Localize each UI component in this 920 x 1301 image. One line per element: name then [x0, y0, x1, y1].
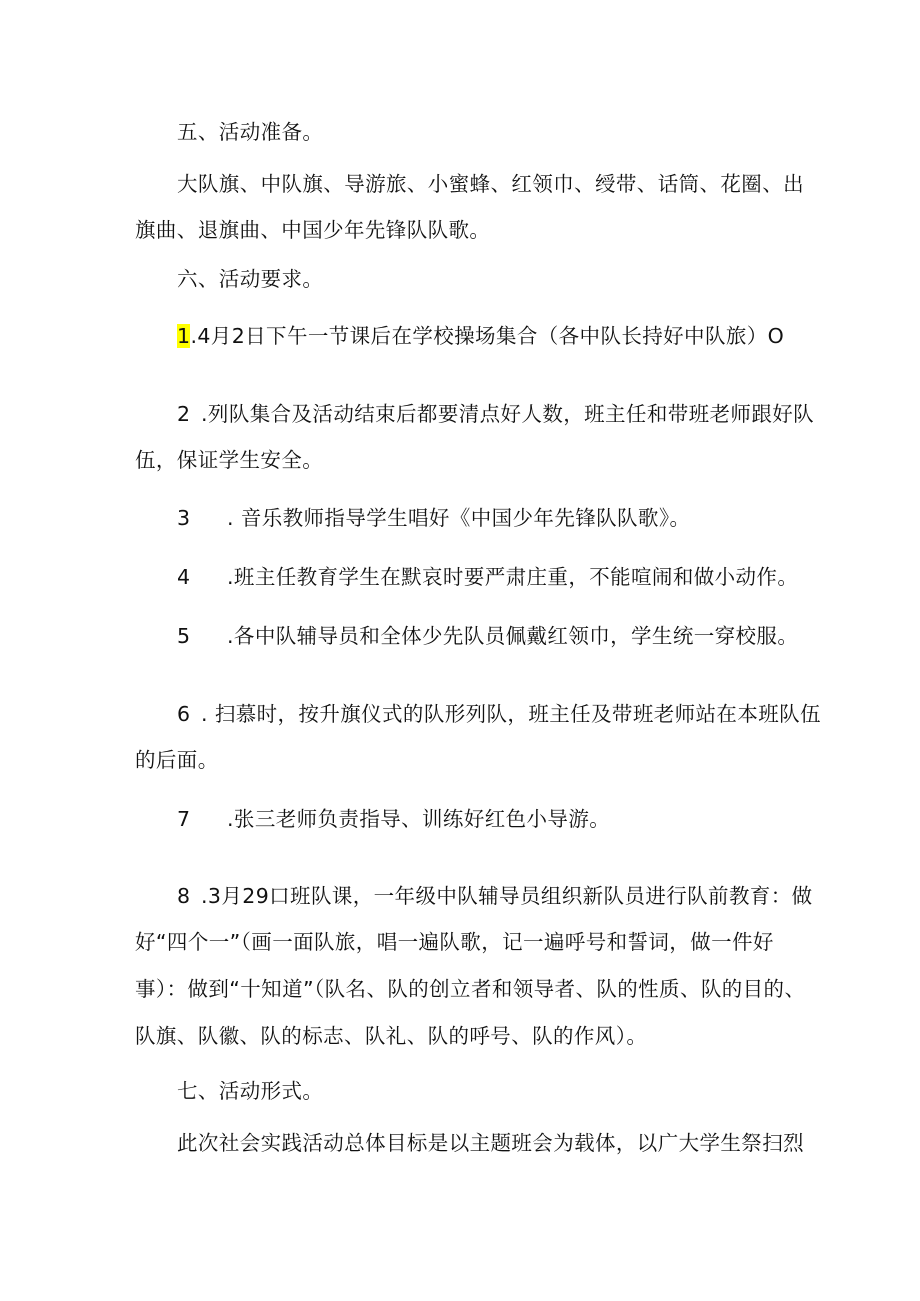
item-number: 5: [177, 624, 191, 648]
highlighted-number: 1: [177, 324, 191, 348]
item-number: 6: [177, 702, 191, 726]
requirement-item-7-text: .张三老师负责指导、训练好红色小导游。: [227, 807, 611, 831]
requirement-item-7: [177, 805, 610, 833]
requirement-item-8-line-2: 好“四个一”（画一面队旅，唱一遍队歌，记一遍呼号和誓词，做一件好: [135, 930, 774, 954]
requirement-item-8-line-3: 事）：做到“十知道”（队名、队的创立者和领导者、队的性质、队的目的、: [135, 977, 806, 1001]
requirement-item-4-text: .班主任教育学生在默哀时要严肃庄重，不能喧闹和做小动作。: [227, 565, 799, 589]
preparation-text-line-2: 旗曲、退旗曲、中国少年先锋队队歌。: [135, 218, 491, 242]
item-number: 3: [177, 506, 191, 530]
requirement-item-1-text: .4月2日下午一节课后在学校操场集合（各中队长持好中队旅）O: [190, 324, 785, 348]
requirement-item-8: [177, 882, 813, 910]
requirement-item-2: [177, 400, 814, 428]
preparation-text-line-1: 大队旗、中队旗、导游旅、小蜜蜂、红领巾、绶带、话筒、花圈、出: [177, 172, 804, 196]
requirement-item-3: [177, 504, 690, 532]
requirement-item-5: [177, 622, 798, 650]
requirement-item-3-text: . 音乐教师指导学生唱好《中国少年先锋队队歌》。: [227, 506, 691, 530]
item-number: 2: [177, 402, 191, 426]
requirement-item-6-continuation: 的后面。: [135, 748, 219, 772]
requirement-item-5-text: .各中队辅导员和全体少先队员佩戴红领巾，学生统一穿校服。: [227, 624, 799, 648]
requirement-item-8-text: .3月29口班队课，一年级中队辅导员组织新队员进行队前教育：做: [201, 884, 813, 908]
requirement-item-8-line-4: 队旗、队徽、队的标志、队礼、队的呼号、队的作风）。: [135, 1024, 648, 1048]
requirement-item-6-text: . 扫慕时，按升旗仪式的队形列队，班主任及带班老师站在本班队伍: [201, 702, 821, 726]
heading-activity-preparation: 五、活动准备。: [177, 120, 324, 144]
item-number: 7: [177, 807, 191, 831]
requirement-item-4: [177, 563, 798, 591]
heading-activity-requirements: 六、活动要求。: [177, 267, 324, 291]
heading-activity-form: 七、活动形式。: [177, 1079, 324, 1103]
item-number: 8: [177, 884, 191, 908]
requirement-item-2-continuation: 伍，保证学生安全。: [135, 448, 324, 472]
requirement-item-6: [177, 700, 821, 728]
activity-form-text-line-1: 此次社会实践活动总体目标是以主题班会为载体，以广大学生祭扫烈: [177, 1131, 804, 1155]
requirement-item-1: [177, 322, 784, 350]
item-number: 4: [177, 565, 191, 589]
requirement-item-2-text: .列队集合及活动结束后都要清点好人数，班主任和带班老师跟好队: [201, 402, 815, 426]
